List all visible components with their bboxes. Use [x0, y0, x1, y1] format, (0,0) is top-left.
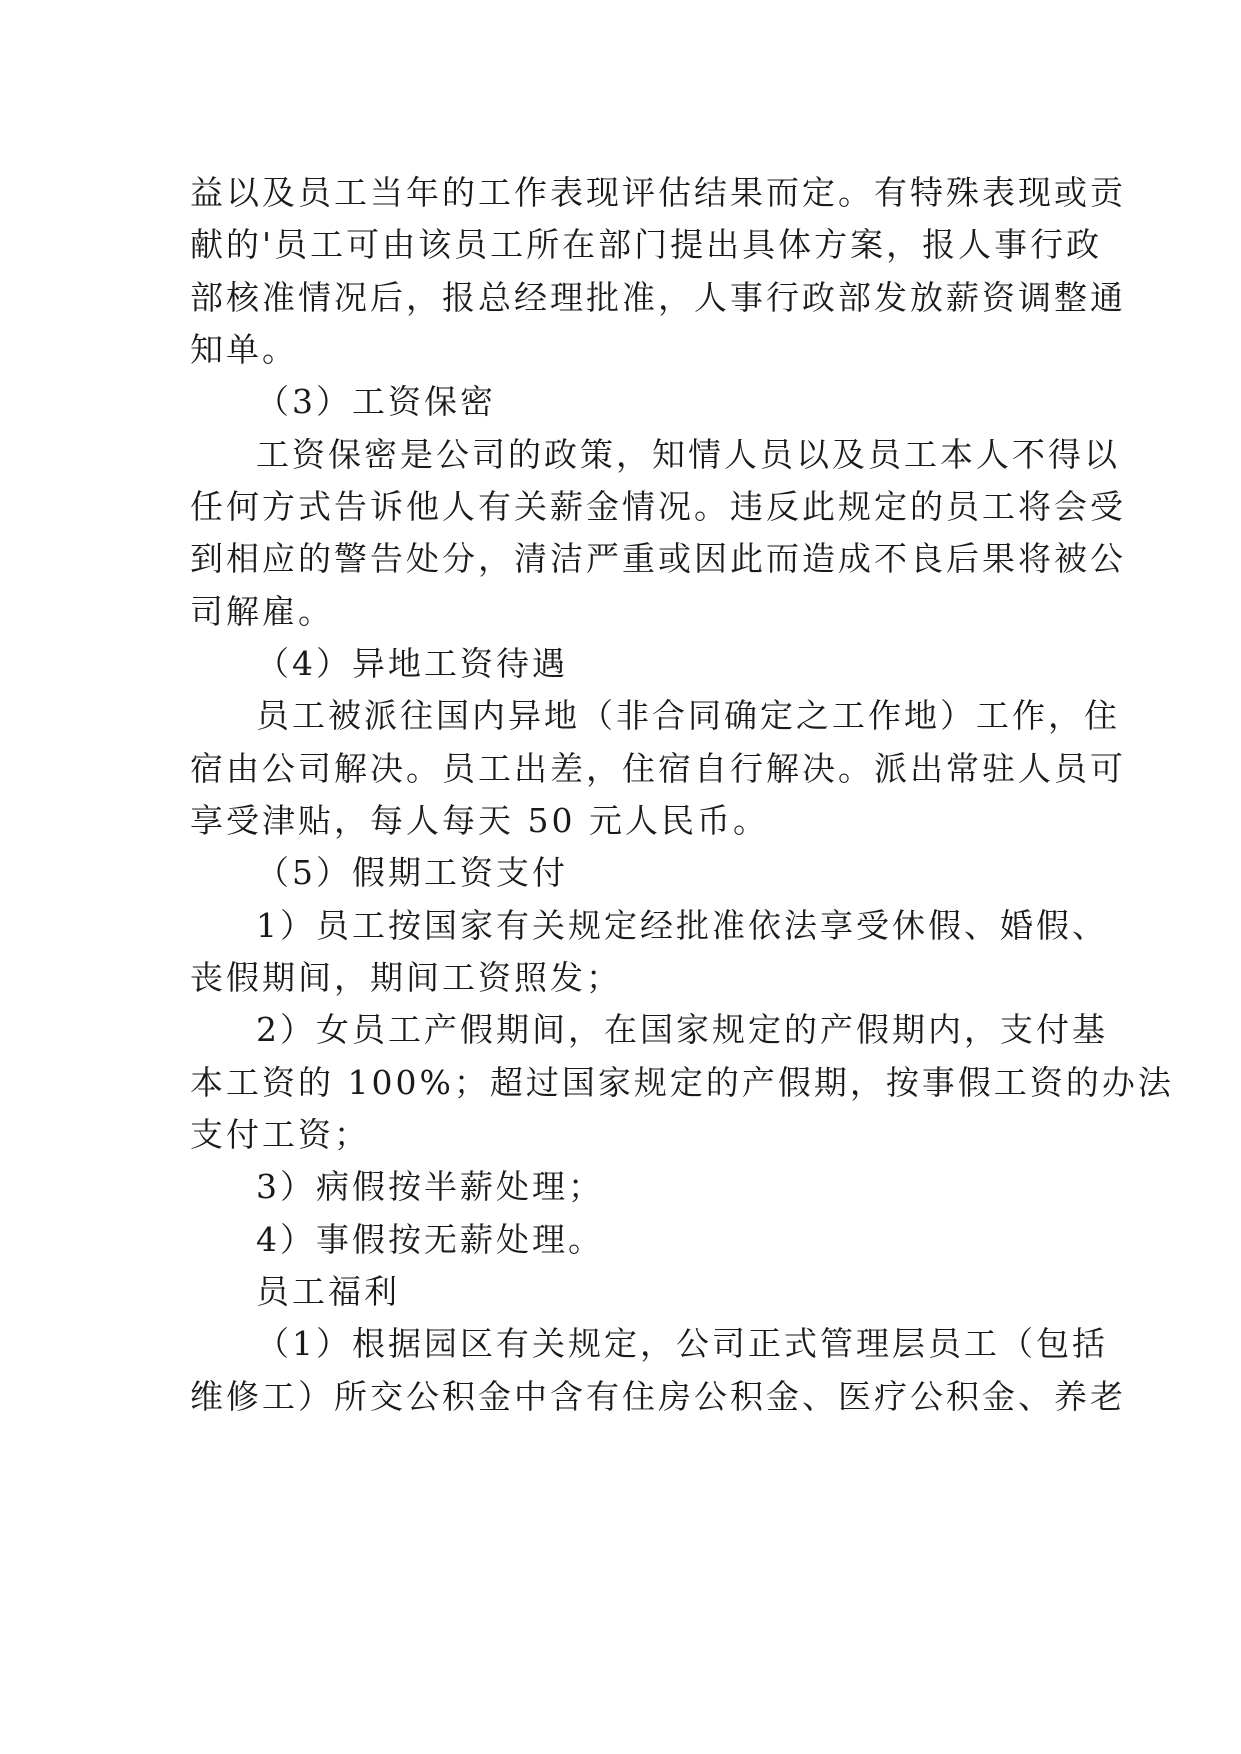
section-heading: （4）异地工资待遇: [256, 644, 568, 683]
body-text-line: 宿由公司解决。员工出差，住宿自行解决。派出常驻人员可: [190, 749, 1126, 788]
section-heading: 员工福利: [256, 1272, 400, 1311]
list-item-continued: 丧假期间，期间工资照发；: [190, 958, 622, 997]
list-item: 1）员工按国家有关规定经批准依法享受休假、婚假、: [256, 906, 1108, 945]
section-heading: （5）假期工资支付: [256, 853, 568, 892]
list-item-continued: 支付工资；: [190, 1115, 370, 1154]
list-item: 4）事假按无薪处理。: [256, 1220, 604, 1259]
body-text-line: 任何方式告诉他人有关薪金情况。违反此规定的员工将会受: [190, 487, 1126, 526]
body-text-line: 司解雇。: [190, 592, 334, 631]
body-text-line: 到相应的警告处分，清洁严重或因此而造成不良后果将被公: [190, 539, 1126, 578]
body-text-line: 员工被派往国内异地（非合同确定之工作地）工作，住: [256, 696, 1120, 735]
body-text-line: （1）根据园区有关规定，公司正式管理层员工（包括: [256, 1324, 1108, 1363]
section-heading: （3）工资保密: [256, 382, 496, 421]
body-text-line: 享受津贴，每人每天 50 元人民币。: [190, 801, 769, 840]
body-text-line: 益以及员工当年的工作表现评估结果而定。有特殊表现或贡: [190, 173, 1126, 212]
list-item: 3）病假按半薪处理；: [256, 1167, 604, 1206]
body-text-line: 工资保密是公司的政策，知情人员以及员工本人不得以: [256, 435, 1120, 474]
body-text-line: 部核准情况后，报总经理批准，人事行政部发放薪资调整通: [190, 278, 1126, 317]
body-text-line: 维修工）所交公积金中含有住房公积金、医疗公积金、养老: [190, 1377, 1126, 1416]
list-item-continued: 本工资的 100%；超过国家规定的产假期，按事假工资的办法: [190, 1063, 1174, 1102]
body-text-line: 知单。: [190, 330, 298, 369]
body-text-line: 献的'员工可由该员工所在部门提出具体方案，报人事行政: [190, 225, 1103, 264]
list-item: 2）女员工产假期间，在国家规定的产假期内，支付基: [256, 1010, 1108, 1049]
